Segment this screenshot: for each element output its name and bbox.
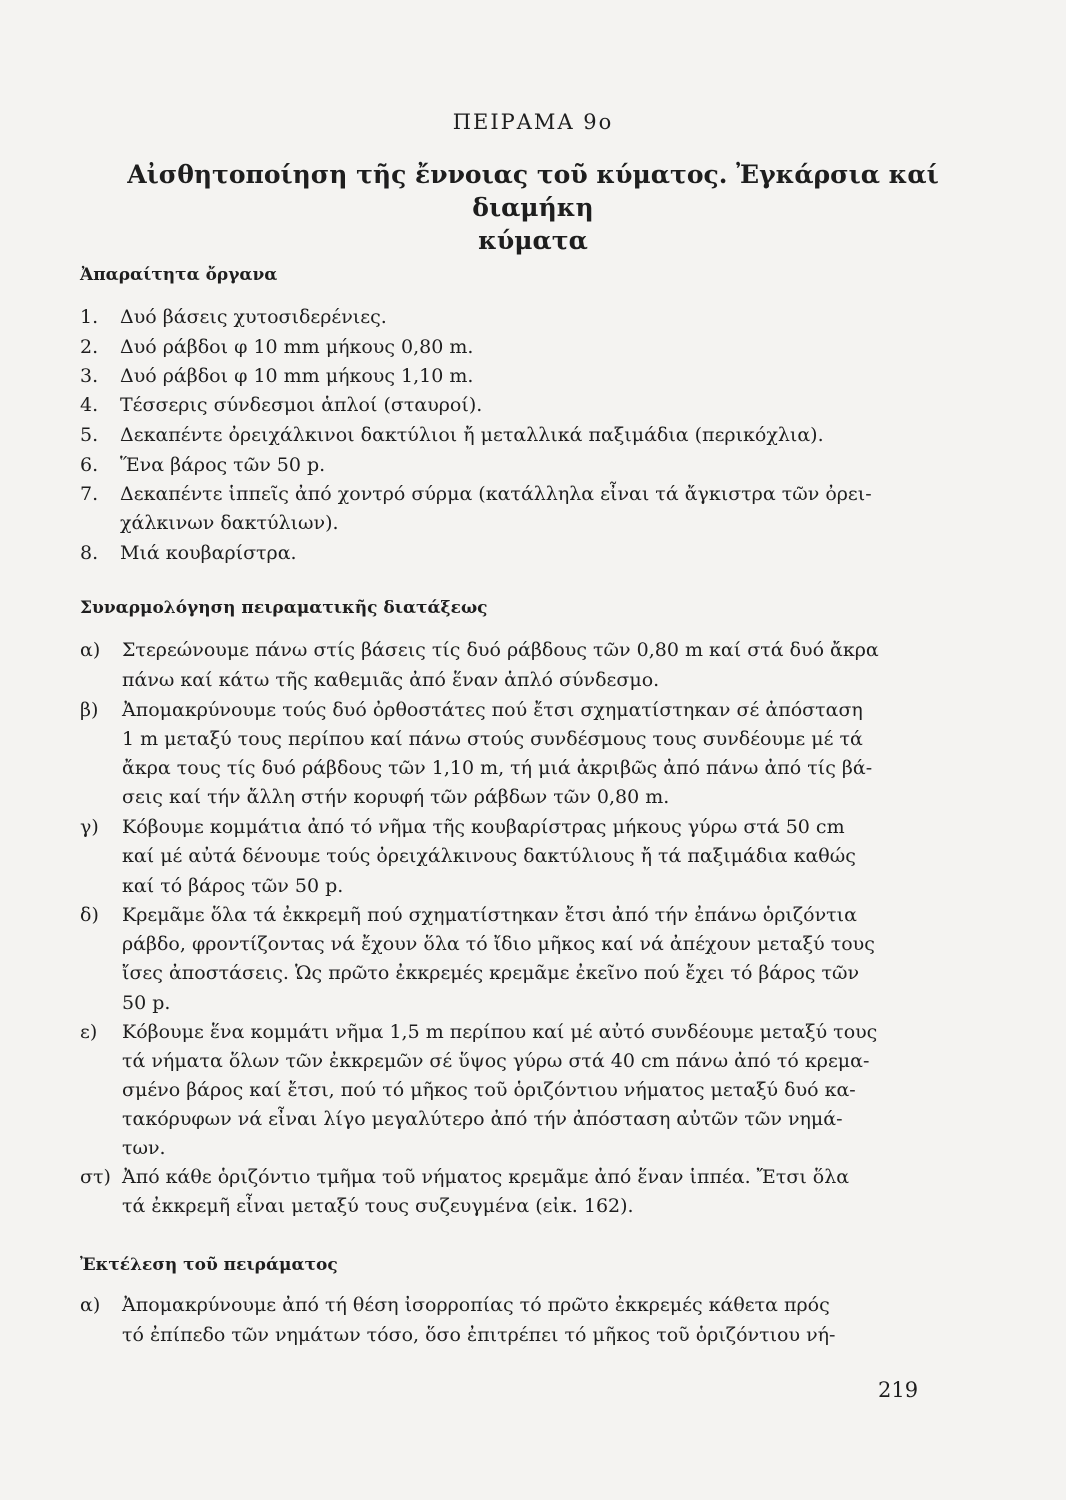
paragraph-line: 1 m μεταξύ τους περίπου καί πάνω στούς συνδέσμους τους συνδέουμε μέ τά <box>122 728 863 750</box>
paragraph-line: τό ἐπίπεδο τῶν νημάτων τόσο, ὅσο ἐπιτρέπει τό μῆκος τοῦ ὁριζόντιου νή- <box>122 1324 836 1346</box>
paragraph-line: ἴσες ἀποστάσεις. Ὡς πρῶτο ἐκκρεμές κρεμᾶμε ἐκεῖνο πού ἔχει τό βάρος τῶν <box>122 962 860 984</box>
paragraph-line: καί μέ αὐτά δένουμε τούς ὀρειχάλκινους δακτύλιους ἤ τά παξιμάδια καθώς <box>122 845 856 867</box>
list-item: 6. Ἕνα βάρος τῶν 50 p. <box>80 454 326 476</box>
title-line-2: κύματα <box>478 226 588 255</box>
list-item: 4. Τέσσερις σύνδεσμοι ἁπλοί (σταυροί). <box>80 394 483 416</box>
list-item: 3. Δυό ράβδοι φ 10 mm μήκους 1,10 m. <box>80 365 474 387</box>
paragraph-line: 50 p. <box>122 992 171 1014</box>
execution-heading: Ἐκτέλεση τοῦ πειράματος <box>80 1255 338 1275</box>
page-number: 219 <box>878 1378 919 1402</box>
page-title <box>70 158 996 257</box>
paragraph-line: στ) Ἀπό κάθε ὁριζόντιο τμῆμα τοῦ νήματος κρεμᾶμε ἀπό ἕναν ἱππέα. Ἔτσι ὅλα <box>80 1166 850 1188</box>
paragraph-line: σεις καί τήν ἄλλη στήν κορυφή τῶν ράβδων τῶν 0,80 m. <box>122 786 670 808</box>
title-line-1: Αἰσθητοποίηση τῆς ἔννοιας τοῦ κύματος. Ἐγκάρσια καί διαμήκη <box>127 160 939 222</box>
assembly-heading: Συναρμολόγηση πειραματικῆς διατάξεως <box>80 598 488 618</box>
experiment-number: ΠΕΙΡΑΜΑ 9ο <box>452 110 614 134</box>
list-item: 1. Δυό βάσεις χυτοσιδερένιες. <box>80 306 387 328</box>
list-item: 8. Μιά κουβαρίστρα. <box>80 542 297 564</box>
paragraph-line: α) Ἀπομακρύνουμε ἀπό τή θέση ἰσορροπίας τό πρῶτο ἐκκρεμές κάθετα πρός <box>80 1294 830 1316</box>
paragraph-line: σμένο βάρος καί ἔτσι, πού τό μῆκος τοῦ ὁριζόντιου νήματος μεταξύ δυό κα- <box>122 1079 856 1101</box>
list-item: 2. Δυό ράβδοι φ 10 mm μήκους 0,80 m. <box>80 336 474 358</box>
paragraph-line: β) Ἀπομακρύνουμε τούς δυό ὀρθοστάτες πού ἔτσι σχηματίστηκαν σέ ἀπόσταση <box>80 699 863 721</box>
paragraph-line: ράβδο, φροντίζοντας νά ἔχουν ὅλα τό ἴδιο μῆκος καί νά ἀπέχουν μεταξύ τους <box>122 933 875 955</box>
paragraph-line: γ) Κόβουμε κομμάτια ἀπό τό νῆμα τῆς κουβαρίστρας μήκους γύρω στά 50 cm <box>80 816 845 838</box>
list-item: χάλκινων δακτύλιων). <box>120 512 339 534</box>
list-item: 7. Δεκαπέντε ἱππεῖς ἀπό χοντρό σύρμα (κατάλληλα εἶναι τά ἄγκιστρα τῶν ὀρει- <box>80 483 872 505</box>
paragraph-line: πάνω καί κάτω τῆς καθεμιᾶς ἀπό ἕναν ἁπλό σύνδεσμο. <box>122 669 660 691</box>
paragraph-line: α) Στερεώνουμε πάνω στίς βάσεις τίς δυό ράβδους τῶν 0,80 m καί στά δυό ἄκρα <box>80 639 879 661</box>
paragraph-line: τακόρυφων νά εἶναι λίγο μεγαλύτερο ἀπό τήν ἀπόσταση αὐτῶν τῶν νημά- <box>122 1108 843 1130</box>
paragraph-line: ἄκρα τους τίς δυό ράβδους τῶν 1,10 m, τή μιά ἀκριβῶς ἀπό πάνω ἀπό τίς βά- <box>122 757 873 779</box>
paragraph-line: των. <box>122 1137 166 1159</box>
instruments-heading: Ἀπαραίτητα ὄργανα <box>80 265 278 285</box>
list-item: 5. Δεκαπέντε ὀρειχάλκινοι δακτύλιοι ἤ μεταλλικά παξιμάδια (περικόχλια). <box>80 424 824 446</box>
paragraph-line: τά ἐκκρεμῆ εἶναι μεταξύ τους συζευγμένα (εἰκ. 162). <box>122 1195 634 1217</box>
paragraph-line: δ) Κρεμᾶμε ὅλα τά ἐκκρεμῆ πού σχηματίστηκαν ἔτσι ἀπό τήν ἐπάνω ὁριζόντια <box>80 904 857 926</box>
paragraph-line: καί τό βάρος τῶν 50 p. <box>122 875 344 897</box>
paragraph-line: ε) Κόβουμε ἕνα κομμάτι νῆμα 1,5 m περίπου καί μέ αὐτό συνδέουμε μεταξύ τους <box>80 1021 878 1043</box>
paragraph-line: τά νήματα ὅλων τῶν ἐκκρεμῶν σέ ὕψος γύρω στά 40 cm πάνω ἀπό τό κρεμα- <box>122 1050 870 1072</box>
